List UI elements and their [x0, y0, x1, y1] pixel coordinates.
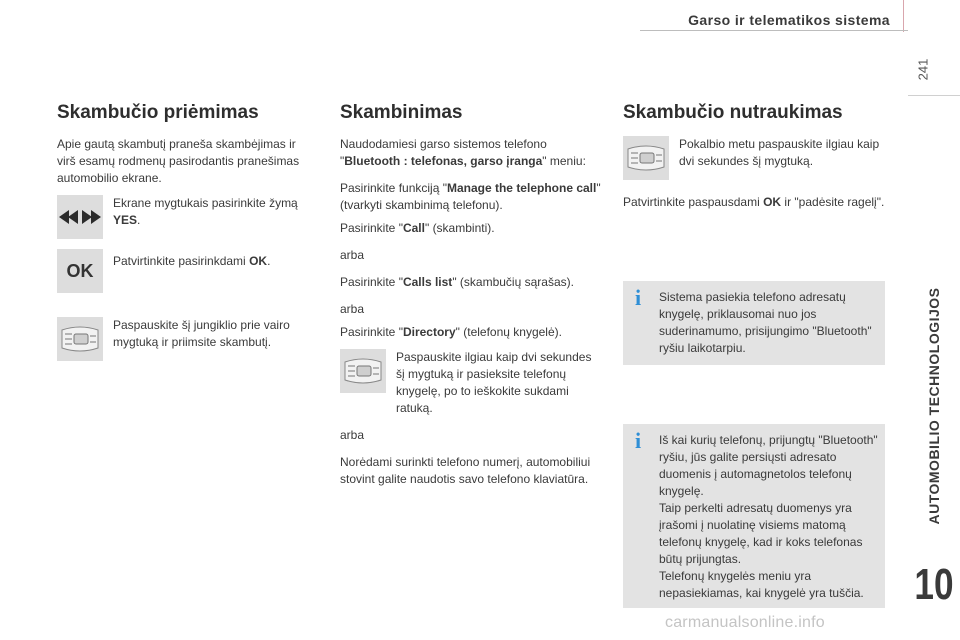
section-title: Skambučio priėmimas [57, 102, 259, 123]
steering-wheel-button-icon [626, 145, 666, 171]
step2-end: . [267, 254, 271, 268]
steering-wheel-button-icon [343, 358, 383, 384]
chapter-title: AUTOMOBILIO TECHNOLOGIJOS [926, 287, 942, 525]
or-text: arba [340, 248, 365, 262]
info-box-transfer [623, 424, 885, 608]
p5-text: Pasirinkite " [340, 325, 403, 339]
step1-bold: YES [113, 213, 138, 227]
info-text: Sistema pasiekia telefono adresatų knygelę, priklausomai nuo jos suderinamumo, prisijungimo "Bluetooth" ryšiu laikotarpiu. [659, 290, 872, 355]
directory-button-text: Paspauskite ilgiau kaip dvi sekundes šį mygtuką ir pasieksite telefonų knygelę, po to ieškokite sukdami ratuką. [396, 350, 592, 415]
step-select-yes [57, 195, 307, 239]
header-title: Garso ir telematikos sistema [688, 12, 890, 28]
ok-button-box [57, 249, 103, 293]
step1-text: Ekrane mygtukais pasirinkite žymą [113, 196, 298, 210]
end-button-text: Pokalbio metu paspauskite ilgiau kaip dvi sekundes šį mygtuką. [679, 137, 880, 168]
section-title: Skambinimas [340, 102, 463, 123]
page-number: 241 [915, 58, 931, 81]
step2-bold: OK [249, 254, 268, 268]
info-box-directory [623, 281, 885, 365]
info-icon: i [634, 285, 642, 310]
arrow-buttons-box [57, 195, 103, 239]
left-right-arrows-icon [59, 209, 101, 225]
p1-end: " meniu: [542, 154, 586, 168]
info-text-1: Iš kai kurių telefonų, prijungtų "Bluetooth" ryšiu, jūs galite persiųsti adresato duomenis į automagnetolos telefonų knygelę. [659, 433, 878, 498]
steering-button-box [623, 136, 669, 180]
step1-end: . [137, 213, 141, 227]
sidebar-divider [908, 95, 960, 96]
ok-label: OK [66, 260, 94, 281]
or-text: arba [340, 302, 365, 316]
p3-end: " (skambinti). [424, 221, 495, 235]
header-divider [640, 30, 908, 31]
p2-end: " (tvarkyti skambinimą telefonu). [340, 181, 601, 212]
p4-bold: Calls list [402, 275, 453, 289]
section-answer-call [57, 100, 307, 361]
step-directory-button [340, 349, 602, 417]
step-steering-button [57, 317, 307, 361]
steering-wheel-button-icon [60, 326, 100, 352]
section-end-call [623, 100, 885, 211]
info-icon: i [634, 428, 642, 453]
info-text-2: Taip perkelti adresatų duomenys yra įrašomi į nuolatinę visiems matomą telefonų knygelę, kad ir koks telefonas būtų prijungtas. [659, 501, 863, 566]
p5-end: " (telefonų knygelė). [455, 325, 562, 339]
p2-text: Pasirinkite funkciją " [340, 181, 447, 195]
info-text-3: Telefonų knygelės meniu yra nepasiekiamas, kai knygelė yra tuščia. [659, 569, 864, 600]
step2-text: Patvirtinkite pasirinkdami [113, 254, 250, 268]
p4-end: " (skambučių sąrašas). [452, 275, 574, 289]
watermark: carmanualsonline.info [665, 614, 825, 631]
confirm-text: Patvirtinkite paspausdami [623, 195, 764, 209]
steering-button-box [340, 349, 386, 393]
sidebar [908, 0, 960, 640]
p5-bold: Directory [402, 325, 456, 339]
steering-button-box [57, 317, 103, 361]
step-confirm-ok [57, 249, 307, 293]
header-divider-vertical [903, 0, 904, 32]
keypad-text: Norėdami surinkti telefono numerį, automobiliui stovint galite naudotis savo telefono klaviatūra. [340, 455, 591, 486]
confirm-end: ir "padėsite ragelį". [781, 195, 885, 209]
p1-text: Naudodamiesi garso sistemos telefono " [340, 137, 547, 168]
p4-text: Pasirinkite " [340, 275, 403, 289]
step-end-button [623, 136, 885, 180]
chapter-number: 10 [914, 560, 954, 609]
section-make-call [340, 100, 602, 488]
p1-bold: Bluetooth : telefonas, garso įranga [344, 154, 543, 168]
confirm-bold: OK [763, 195, 782, 209]
section-title: Skambučio nutraukimas [623, 102, 843, 123]
p2-bold: Manage the telephone call [446, 181, 597, 195]
or-text: arba [340, 428, 365, 442]
p3-text: Pasirinkite " [340, 221, 403, 235]
p3-bold: Call [402, 221, 425, 235]
step3-text: Paspauskite šį jungiklio prie vairo mygtuką ir priimsite skambutį. [113, 318, 290, 349]
intro-text: Apie gautą skambutį praneša skambėjimas ir virš esamų rodmenų pasirodantis pranešimas automobilio ekrane. [57, 137, 300, 185]
